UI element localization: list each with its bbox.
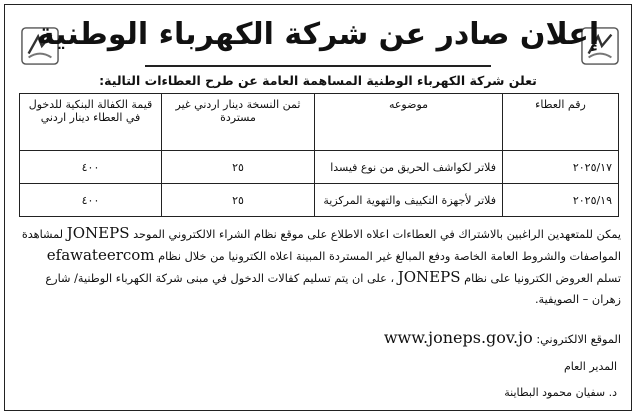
page-subtitle: تعلن شركة الكهرباء الوطنية المساهمة العامة عن طرح العطاءات التالية: bbox=[99, 73, 537, 88]
efawateercom-name: efawateercom bbox=[46, 246, 155, 264]
signature-title: المدير العام bbox=[563, 360, 617, 373]
header-subject: موضوعه bbox=[315, 94, 503, 151]
header-copy-price: ثمن النسخة دينار اردني غير مستردة bbox=[162, 94, 315, 151]
cell-bond-value: ٤٠٠ bbox=[20, 151, 162, 184]
signature-name: د. سفيان محمود البطاينة bbox=[504, 386, 617, 399]
page-title: إعلان صادر عن شركة الكهرباء الوطنية bbox=[36, 17, 600, 52]
text-segment: لمشاهدة المواصفات والشروط العامة الخاصة ودفع المبالغ غير المستردة المبينة اعلاه الكترونيا من خلال نظام bbox=[21, 228, 621, 263]
cell-subject: فلاتر لكواشف الحريق من نوع فيسدا bbox=[315, 151, 503, 184]
paragraph-submission bbox=[17, 267, 621, 310]
text-segment: ، على ان يتم تسليم كفالات الدخول في مبنى شركة الكهرباء الوطنية/ شارع زهران – الصويفية. bbox=[45, 272, 621, 306]
title-underline bbox=[145, 65, 491, 67]
cell-subject: فلاتر لأجهزة التكييف والتهوية المركزية bbox=[315, 184, 503, 217]
text-segment: تسلم العروض الكترونيا على نظام bbox=[464, 272, 621, 285]
header-tender-number: رقم العطاء bbox=[503, 94, 619, 151]
header-bond-value: قيمة الكفالة البنكية للدخول في العطاء دينار اردني bbox=[20, 94, 162, 151]
table-header-row bbox=[20, 94, 619, 151]
tenders-table bbox=[19, 93, 619, 217]
cell-copy-price: ٢٥ bbox=[162, 151, 315, 184]
table-row bbox=[20, 184, 619, 217]
joneps-name: JONEPS bbox=[66, 224, 130, 242]
cell-tender-number: ٢٠٢٥/١٧ bbox=[503, 151, 619, 184]
cell-copy-price: ٢٥ bbox=[162, 184, 315, 217]
website-label: الموقع الالكتروني: bbox=[536, 333, 621, 346]
joneps-name: JONEPS bbox=[397, 268, 461, 286]
paragraph-participation bbox=[17, 223, 621, 267]
website-line bbox=[17, 327, 621, 350]
website-link[interactable]: www.joneps.gov.jo bbox=[383, 328, 533, 347]
announcement-page bbox=[4, 4, 632, 411]
cell-bond-value: ٤٠٠ bbox=[20, 184, 162, 217]
text-segment: يمكن للمتعهدين الراغبين بالاشتراك في العطاءات اعلاه الاطلاع على موقع نظام الشراء الالكتروني الموحد bbox=[133, 228, 621, 241]
table-row bbox=[20, 151, 619, 184]
cell-tender-number: ٢٠٢٥/١٩ bbox=[503, 184, 619, 217]
